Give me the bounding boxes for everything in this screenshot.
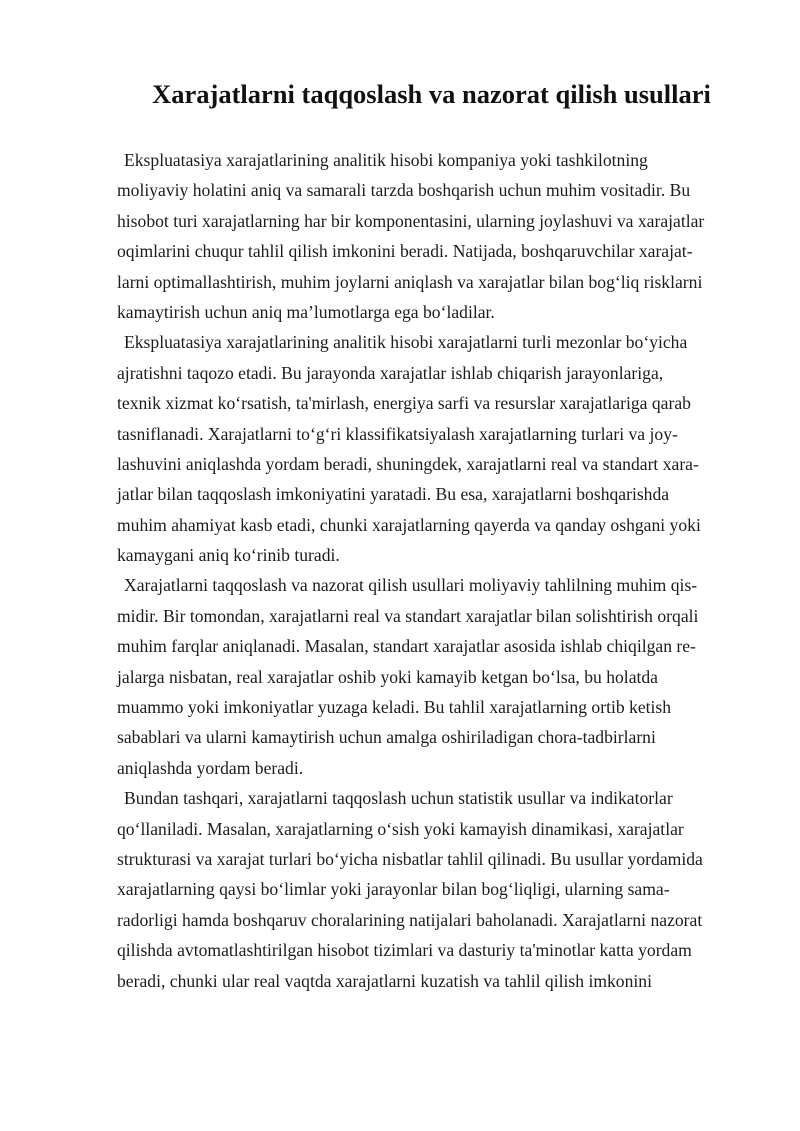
text-line: kamaytirish uchun aniq ma’lumotlarga ega bo‘ladilar.: [117, 301, 495, 322]
text-line: midir. Bir tomondan, xarajatlarni real va standart xarajatlar bilan solishtirish orqali: [117, 605, 699, 626]
text-line: radorligi hamda boshqaruv choralarining natijalari baholanadi. Xarajatlarni nazorat: [117, 909, 703, 930]
text-line: moliyaviy holatini aniq va samarali tarzda boshqarish uchun muhim vositadir. Bu: [117, 180, 691, 201]
text-line: Ekspluatasiya xarajatlarining analitik hisobi kompaniya yoki tashkilotning: [124, 150, 648, 170]
text-line: muhim farqlar aniqlanadi. Masalan, standart xarajatlar asosida ishlab chiqilgan re-: [117, 636, 696, 657]
text-line: qo‘llaniladi. Masalan, xarajatlarning o‘sish yoki kamayish dinamikasi, xarajatlar: [117, 818, 684, 839]
text-line: strukturasi va xarajat turlari bo‘yicha nisbatlar tahlil qilinadi. Bu usullar yordamida: [117, 848, 703, 869]
text-line: ajratishni taqozo etadi. Bu jarayonda xarajatlar ishlab chiqarish jarayonlariga,: [117, 362, 664, 383]
text-line: xarajatlarning qaysi bo‘limlar yoki jarayonlar bilan bog‘liqligi, ularning sama-: [117, 879, 670, 900]
text-line: muhim ahamiyat kasb etadi, chunki xarajatlarning qayerda va qanday oshgani yoki: [117, 514, 701, 535]
text-line: lashuvini aniqlashda yordam beradi, shuningdek, xarajatlarni real va standart xara-: [117, 453, 699, 474]
text-line: beradi, chunki ular real vaqtda xarajatlarni kuzatish va tahlil qilish imkonini: [117, 970, 652, 991]
text-line: jatlar bilan taqqoslash imkoniyatini yaratadi. Bu esa, xarajatlarni boshqarishda: [117, 484, 670, 505]
text-line: kamaygani aniq ko‘rinib turadi.: [117, 545, 340, 566]
text-line: jalarga nisbatan, real xarajatlar oshib yoki kamayib ketgan bo‘lsa, bu holatda: [117, 666, 658, 687]
text-line: larni optimallashtirish, muhim joylarni aniqlash va xarajatlar bilan bog‘liq risklarni: [117, 271, 703, 292]
document-body: [117, 145, 757, 996]
text-line: aniqlashda yordam beradi.: [117, 757, 304, 778]
text-line: Bundan tashqari, xarajatlarni taqqoslash uchun statistik usullar va indikatorlar: [124, 788, 673, 809]
text-line: qilishda avtomatlashtirilgan hisobot tizimlari va dasturiy ta'minotlar katta yordam: [117, 940, 692, 961]
text-line: Xarajatlarni taqqoslash va nazorat qilish usullari moliyaviy tahlilning muhim qis-: [124, 575, 698, 596]
document-title: Xarajatlarni taqqoslash va nazorat qilish usullari: [152, 79, 711, 109]
text-line: oqimlarini chuqur tahlil qilish imkonini beradi. Natijada, boshqaruvchilar xarajat-: [117, 241, 693, 262]
text-line: sabablari va ularni kamaytirish uchun amalga oshiriladigan chora-tadbirlarni: [117, 727, 656, 748]
text-line: Ekspluatasiya xarajatlarining analitik hisobi xarajatlarni turli mezonlar bo‘yicha: [124, 332, 688, 353]
text-line: muammo yoki imkoniyatlar yuzaga keladi. Bu tahlil xarajatlarning ortib ketish: [117, 697, 672, 718]
text-line: hisobot turi xarajatlarning har bir komponentasini, ularning joylashuvi va xarajatlar: [117, 210, 705, 231]
text-line: texnik xizmat ko‘rsatish, ta'mirlash, energiya sarfi va resurslar xarajatlariga qarab: [117, 393, 691, 414]
text-line: tasniflanadi. Xarajatlarni to‘g‘ri klassifikatsiyalash xarajatlarning turlari va joy-: [117, 423, 678, 444]
